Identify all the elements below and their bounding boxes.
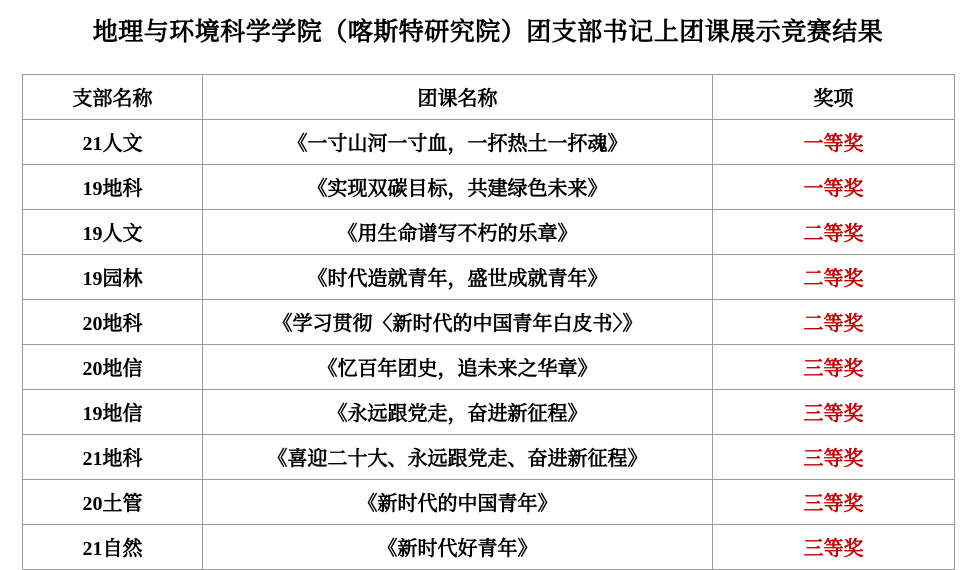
table-row bbox=[23, 254, 955, 299]
results-table bbox=[22, 74, 955, 570]
cell-award: 三等奖 bbox=[713, 434, 955, 479]
cell-branch: 19地科 bbox=[23, 164, 203, 209]
page-title: 地理与环境科学学院（喀斯特研究院）团支部书记上团课展示竞赛结果 bbox=[92, 19, 884, 46]
cell-award: 二等奖 bbox=[713, 254, 955, 299]
cell-course: 《学习贯彻〈新时代的中国青年白皮书〉》 bbox=[203, 299, 713, 344]
cell-course: 《新时代好青年》 bbox=[203, 524, 713, 569]
cell-award: 二等奖 bbox=[713, 299, 955, 344]
cell-branch: 19人文 bbox=[23, 209, 203, 254]
cell-course: 《忆百年团史，追未来之华章》 bbox=[203, 344, 713, 389]
table-body bbox=[23, 119, 955, 569]
results-table-container bbox=[22, 74, 954, 570]
cell-course: 《永远跟党走，奋进新征程》 bbox=[203, 389, 713, 434]
cell-course: 《时代造就青年，盛世成就青年》 bbox=[203, 254, 713, 299]
cell-branch: 21自然 bbox=[23, 524, 203, 569]
cell-course: 《喜迎二十大、永远跟党走、奋进新征程》 bbox=[203, 434, 713, 479]
cell-award: 三等奖 bbox=[713, 344, 955, 389]
cell-award: 三等奖 bbox=[713, 479, 955, 524]
table-row bbox=[23, 524, 955, 569]
cell-branch: 20地科 bbox=[23, 299, 203, 344]
column-header-course: 团课名称 bbox=[203, 74, 713, 119]
cell-branch: 21地科 bbox=[23, 434, 203, 479]
table-row bbox=[23, 479, 955, 524]
cell-branch: 20地信 bbox=[23, 344, 203, 389]
cell-award: 一等奖 bbox=[713, 119, 955, 164]
table-header bbox=[23, 74, 955, 119]
cell-branch: 20土管 bbox=[23, 479, 203, 524]
table-row bbox=[23, 434, 955, 479]
cell-award: 三等奖 bbox=[713, 524, 955, 569]
cell-branch: 21人文 bbox=[23, 119, 203, 164]
cell-course: 《实现双碳目标，共建绿色未来》 bbox=[203, 164, 713, 209]
column-header-award: 奖项 bbox=[713, 74, 955, 119]
table-row bbox=[23, 209, 955, 254]
table-row bbox=[23, 299, 955, 344]
table-row bbox=[23, 344, 955, 389]
cell-award: 一等奖 bbox=[713, 164, 955, 209]
table-row bbox=[23, 119, 955, 164]
cell-course: 《新时代的中国青年》 bbox=[203, 479, 713, 524]
table-row bbox=[23, 389, 955, 434]
cell-branch: 19园林 bbox=[23, 254, 203, 299]
cell-award: 二等奖 bbox=[713, 209, 955, 254]
cell-course: 《一寸山河一寸血，一抔热土一抔魂》 bbox=[203, 119, 713, 164]
column-header-branch: 支部名称 bbox=[23, 74, 203, 119]
table-header-row bbox=[23, 74, 955, 119]
cell-course: 《用生命谱写不朽的乐章》 bbox=[203, 209, 713, 254]
cell-branch: 19地信 bbox=[23, 389, 203, 434]
table-row bbox=[23, 164, 955, 209]
cell-award: 三等奖 bbox=[713, 389, 955, 434]
